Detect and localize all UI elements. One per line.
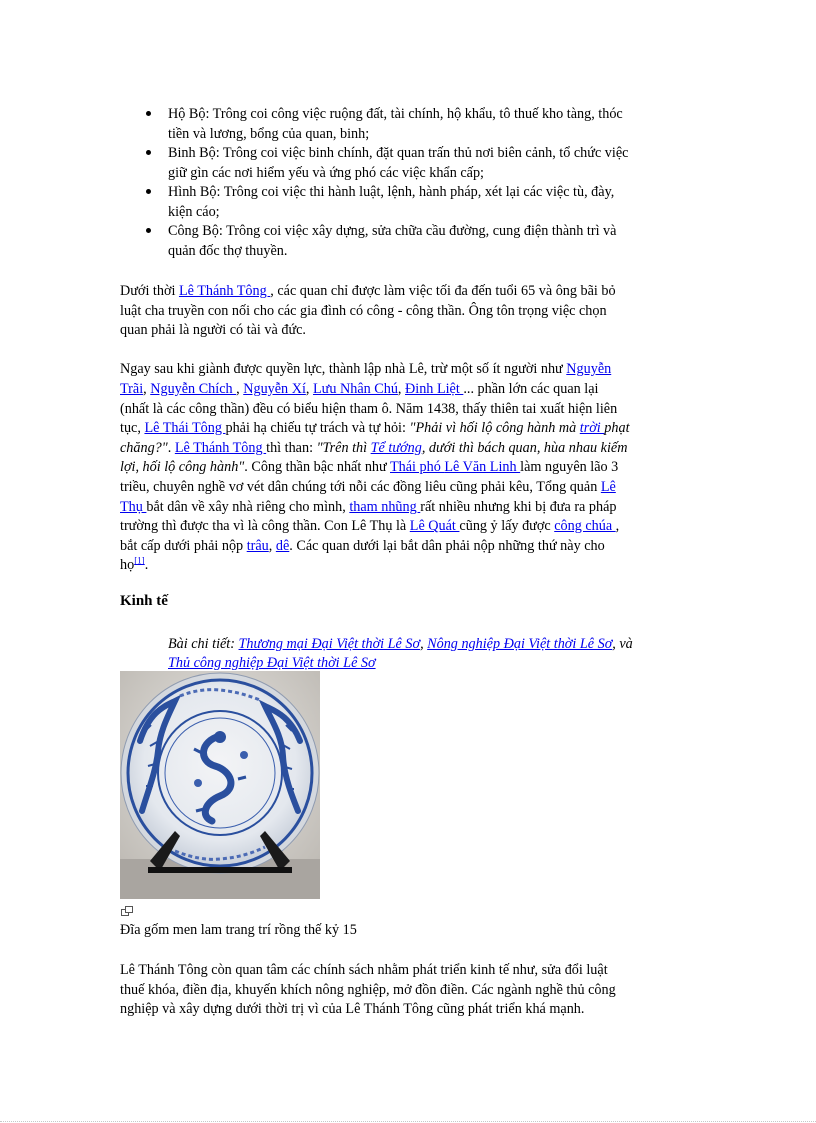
list-item: Binh Bộ: Trông coi việc binh chính, đặt quan trấn thủ nơi biên cảnh, tổ chức việc	[168, 145, 629, 161]
link-de[interactable]: dê	[275, 538, 290, 554]
link-nong-nghiep[interactable]: Nông nghiệp Đại Việt thời Lê Sơ	[427, 636, 613, 652]
text-line	[120, 536, 605, 556]
text-line: (nhất là các công thần) đều có biểu hiện tham ô. Năm 1438, thấy thiên tai xuất hiện liên	[120, 401, 618, 417]
text: , và	[612, 636, 633, 652]
page-bottom-rule	[0, 1121, 816, 1122]
section-heading: Kinh tế	[120, 593, 168, 609]
text: ,	[268, 538, 276, 554]
text: ,	[236, 381, 244, 397]
link-le-thu-2[interactable]: Thụ	[120, 499, 147, 515]
text: tục,	[120, 420, 145, 436]
text: thì than:	[266, 440, 317, 456]
quote: "Trên thì	[316, 440, 371, 456]
quote: "Phải vì hối lộ công hành mà	[409, 420, 580, 436]
text: Bài chi tiết:	[168, 636, 239, 652]
list-item-cont: quản đốc thợ thuyền.	[168, 243, 288, 259]
plate-image[interactable]	[120, 671, 320, 899]
text-line	[168, 634, 633, 654]
link-tham-nhung[interactable]: tham nhũng	[349, 499, 421, 515]
link-le-thu[interactable]: Lê	[600, 479, 616, 495]
text-line	[120, 497, 616, 517]
link-le-thanh-tong[interactable]: Lê Thánh Tông	[178, 283, 271, 299]
link-le-quat[interactable]: Lê Quát	[409, 518, 460, 534]
text: bắt dân về xây nhà riêng cho mình,	[146, 499, 350, 515]
text: ,	[397, 381, 406, 397]
link-luu-nhan-chu[interactable]: Lưu Nhân Chú	[312, 381, 398, 397]
enlarge-icon[interactable]	[121, 906, 133, 916]
text: họ	[120, 557, 135, 573]
link-te-tuong[interactable]: Tể tướng	[370, 440, 422, 456]
text-line	[168, 653, 376, 673]
link-le-thai-tong[interactable]: Lê Thái Tông	[144, 420, 226, 436]
text: làm nguyên lão 3	[520, 459, 619, 475]
bullet-marker	[146, 111, 151, 116]
link-thai-pho[interactable]: Thái phó	[390, 459, 445, 475]
link-thuong-mai[interactable]: Thương mại Đại Việt thời Lê Sơ	[238, 636, 421, 652]
text-line	[120, 457, 618, 477]
text-line: quan phải là người có tài và đức.	[120, 322, 306, 338]
text-line	[120, 281, 616, 301]
link-thu-cong-nghiep[interactable]: Thủ công nghiệp Đại Việt thời Lê Sơ	[168, 655, 376, 671]
text-line	[120, 477, 616, 497]
bullet-marker	[146, 150, 151, 155]
text: ,	[615, 518, 620, 534]
link-le-van-linh[interactable]: Lê Văn Linh	[444, 459, 521, 475]
text-line	[120, 379, 599, 399]
link-nguyen-trai-2[interactable]: Trãi	[120, 381, 144, 397]
list-item: Hộ Bộ: Trông coi công việc ruộng đất, tài chính, hộ khẩu, tô thuế kho tàng, thóc	[168, 106, 623, 122]
list-item: Hình Bộ: Trông coi việc thi hành luật, lệnh, hành pháp, xét lại các việc tù, đày,	[168, 184, 615, 200]
text: phải hạ chiếu tự trách và tự hỏi:	[225, 420, 410, 436]
quote: phạt	[604, 420, 630, 436]
list-item-cont: tiền và lương, bổng của quan, binh;	[168, 126, 370, 142]
link-dinh-liet[interactable]: Đinh Liệt	[405, 381, 464, 397]
text: bắt cấp dưới phải nộp	[120, 538, 247, 554]
link-cong-chua[interactable]: công chúa	[554, 518, 616, 534]
text: trường thì được tha vì là công thần. Con Lê Thụ là	[120, 518, 410, 534]
text: .	[144, 557, 149, 573]
list-item-cont: giữ gìn các nơi hiểm yếu và ứng phó các việc khẩn cấp;	[168, 165, 484, 181]
text: ... phần lớn các quan lại	[463, 381, 599, 397]
text: ,	[420, 636, 428, 652]
list-item-cont: kiện cáo;	[168, 204, 220, 220]
text-line: thuế khóa, điền địa, khuyến khích nông nghiệp, mở đồn điền. Các ngành nghề thủ công	[120, 982, 616, 998]
text: . Công thần bậc nhất như	[244, 459, 390, 475]
text-line	[120, 555, 148, 575]
figure-caption: Đĩa gốm men lam trang trí rồng thế kỷ 15	[120, 922, 357, 938]
text: . Các quan dưới lại bắt dân phải nộp những thứ này cho	[289, 538, 605, 554]
link-nguyen-chich[interactable]: Nguyễn Chích	[150, 381, 237, 397]
bullet-marker	[146, 228, 151, 233]
link-troi[interactable]: trời	[579, 420, 605, 436]
quote: lợi, hối lộ công hành"	[120, 459, 245, 475]
text: Dưới thời	[120, 283, 179, 299]
link-le-thanh-tong-2[interactable]: Lê Thánh Tông	[174, 440, 267, 456]
dragon-plate-illustration	[120, 671, 320, 899]
link-nguyen-xi[interactable]: Nguyễn Xí	[243, 381, 306, 397]
text: ,	[143, 381, 151, 397]
text-line: luật cha truyền con nối cho các gia đình có công - công thần. Ông tôn trọng việc chọn	[120, 303, 607, 319]
text: ,	[305, 381, 313, 397]
text: rất nhiều nhưng khi bị đưa ra pháp	[420, 499, 617, 515]
text-line	[120, 418, 630, 438]
footnote-link[interactable]: [1]	[134, 555, 145, 566]
quote: , dưới thì bách quan, hùa nhau kiếm	[421, 440, 628, 456]
bullet-marker	[146, 189, 151, 194]
text-line: Lê Thánh Tông còn quan tâm các chính sách nhằm phát triển kinh tế như, sửa đổi luật	[120, 962, 608, 978]
text: .	[167, 440, 175, 456]
text: triều, chuyên nghề vơ vét dân chúng tới nỗi các đồng liêu cũng phải kêu, Tổng quản	[120, 479, 601, 495]
text: Ngay sau khi giành được quyền lực, thành lập nhà Lê, trừ một số ít người như	[120, 361, 567, 377]
quote: chăng?"	[120, 440, 168, 456]
text-line	[120, 438, 627, 458]
link-trau[interactable]: trâu	[246, 538, 269, 554]
text-line	[120, 516, 619, 536]
list-item: Công Bộ: Trông coi việc xây dựng, sửa chữa cầu đường, cung điện thành trì và	[168, 223, 617, 239]
text-line: nghiệp và xây dựng dưới thời trị vì của Lê Thánh Tông cũng phát triển khá mạnh.	[120, 1001, 585, 1017]
text: , các quan chỉ được làm việc tối đa đến tuổi 65 và ông bãi bỏ	[270, 283, 616, 299]
text-line	[120, 359, 611, 379]
link-nguyen-trai[interactable]: Nguyễn	[566, 361, 612, 377]
text: cũng ỷ lấy được	[459, 518, 555, 534]
